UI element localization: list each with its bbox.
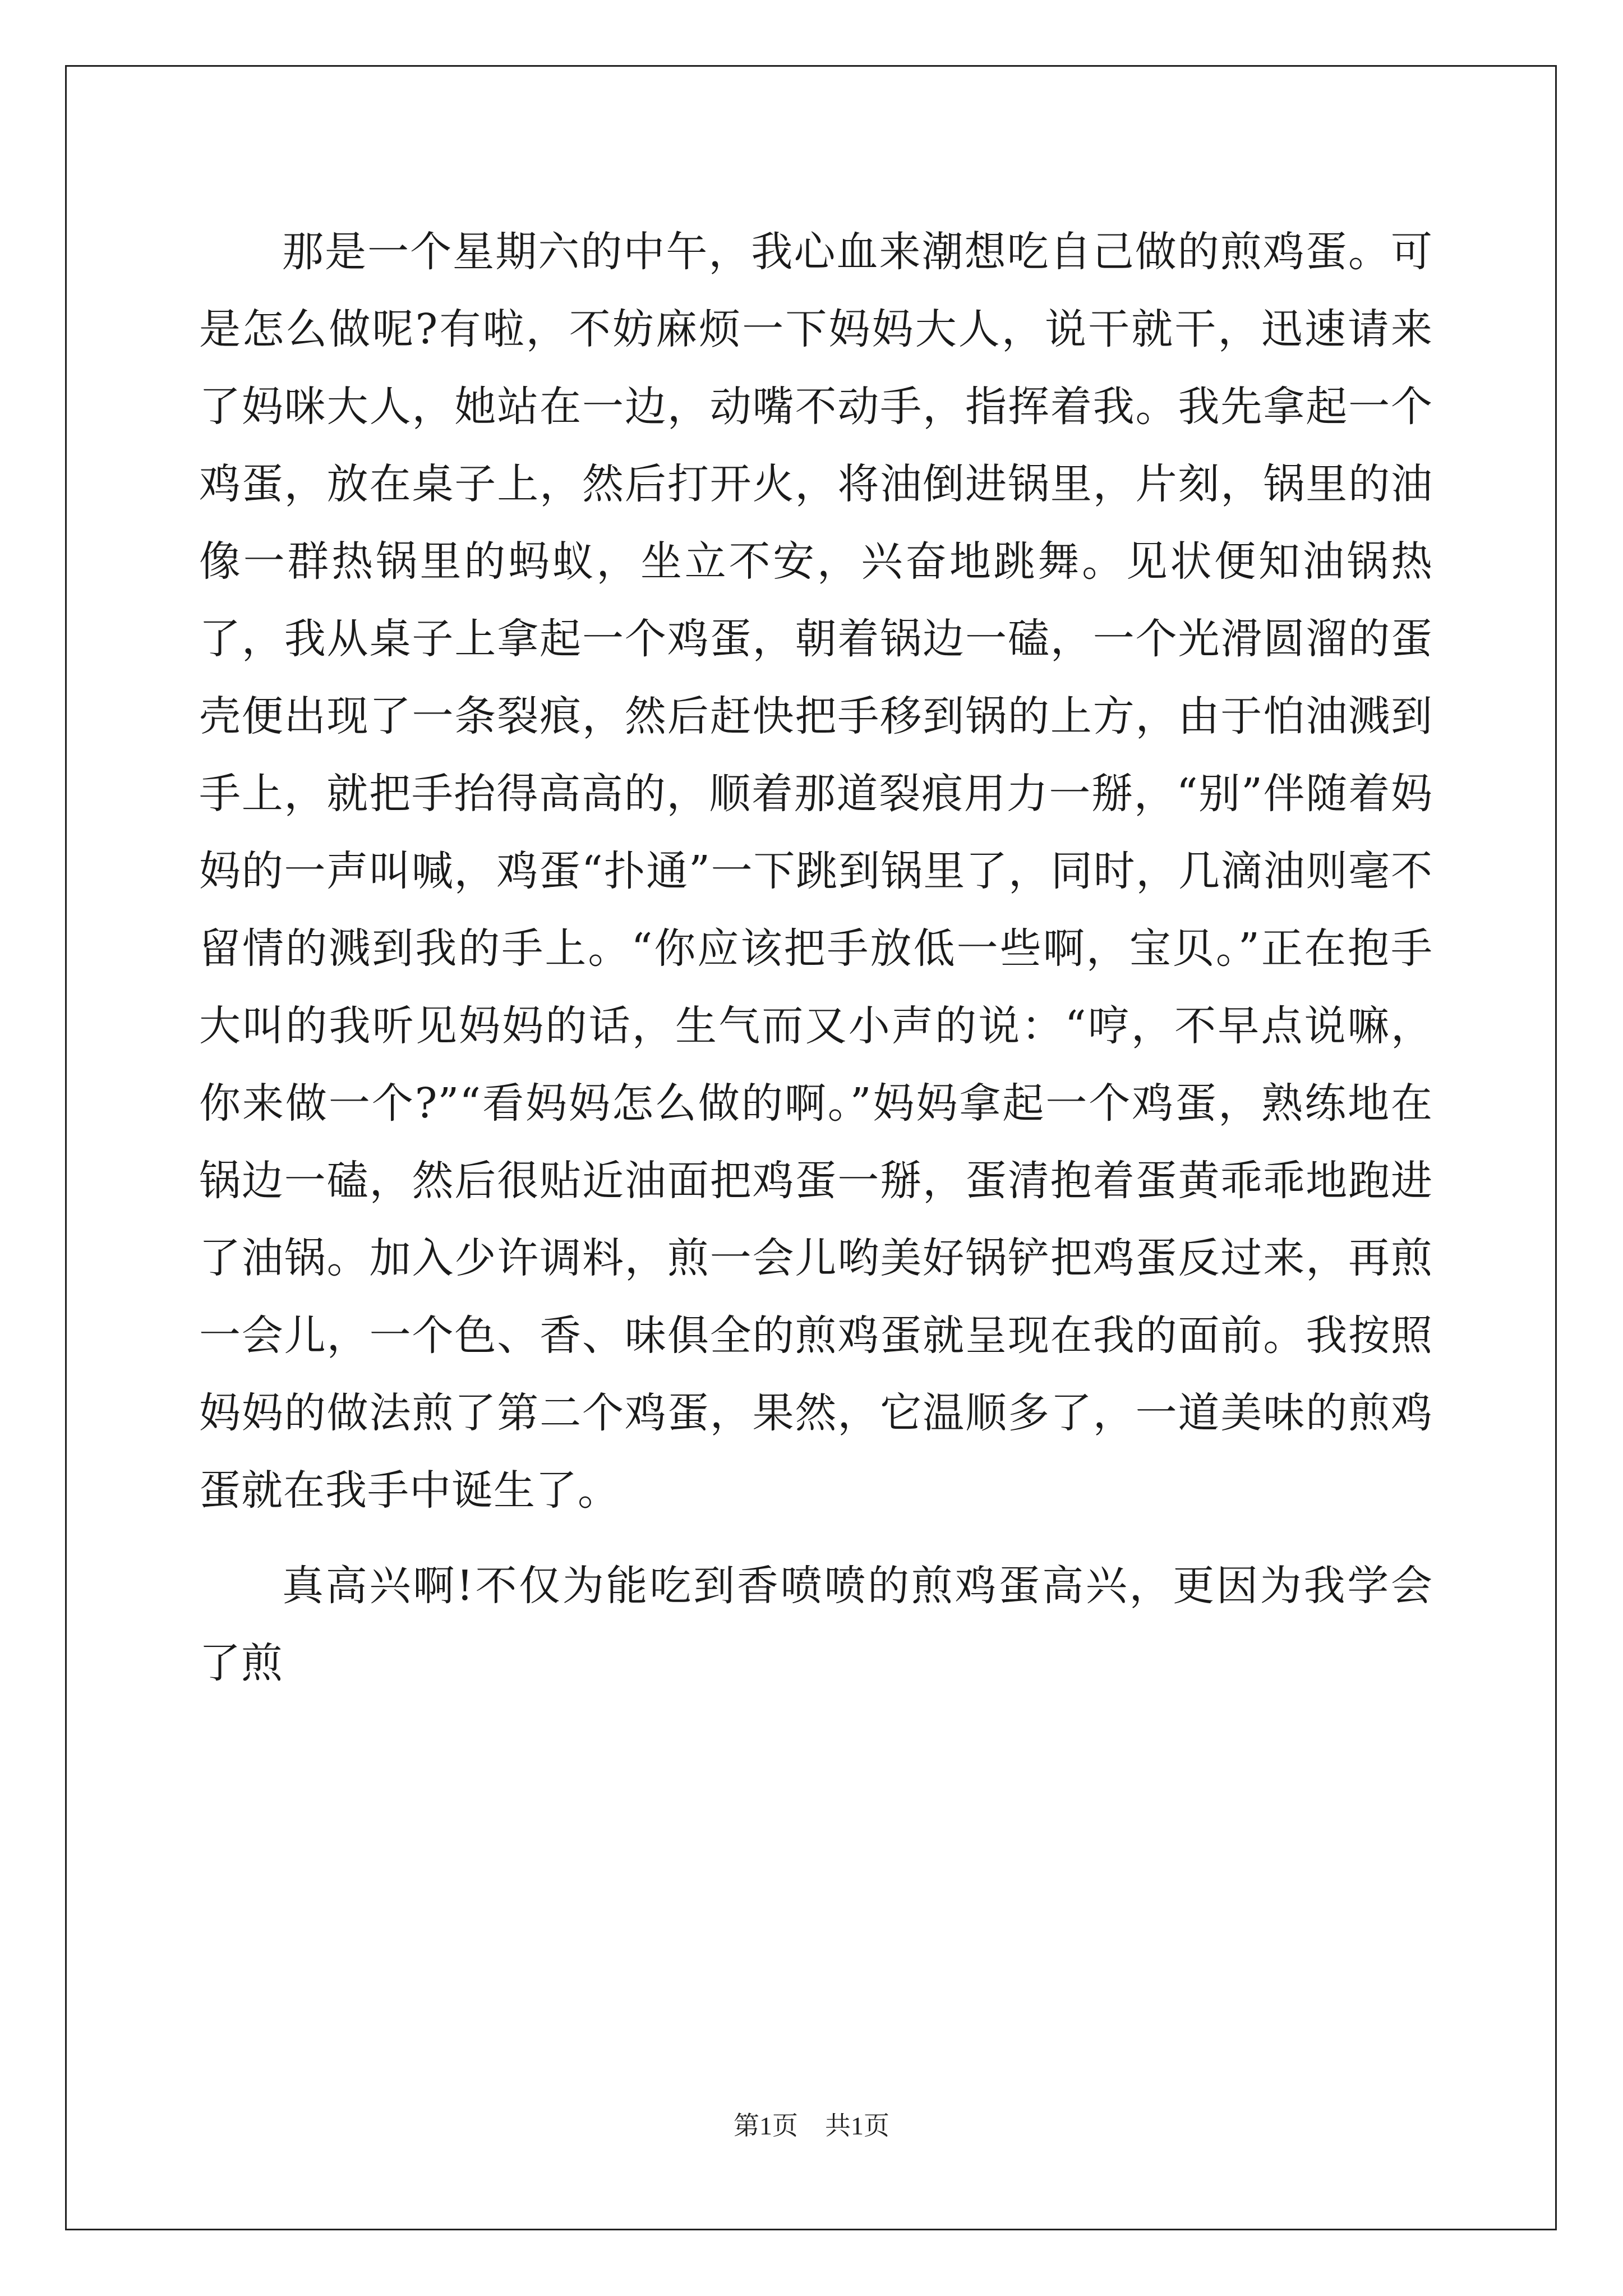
document-body (199, 213, 1433, 1702)
page-number: 第1页 (734, 2111, 798, 2140)
page-footer (0, 2105, 1623, 2142)
page-total: 共1页 (825, 2111, 889, 2140)
paragraph: 那是一个星期六的中午，我心血来潮想吃自己做的煎鸡蛋。可是怎么做呢?有啦，不妨麻烦一下妈妈大人，说干就干，迅速请来了妈咪大人，她站在一边，动嘴不动手，指挥着我。我先拿起一个鸡蛋，放在桌子上，然后打开火，将油倒进锅里，片刻，锅里的油像一群热锅里的蚂蚁，坐立不安，兴奋地跳舞。见状便知油锅热了，我从桌子上拿起一个鸡蛋，朝着锅边一磕，一个光滑圆溜的蛋壳便出现了一条裂痕，然后赶快把手移到锅的上方，由于怕油溅到手上，就把手抬得高高的，顺着那道裂痕用力一掰，“别”伴随着妈妈的一声叫喊，鸡蛋“扑通”一下跳到锅里了，同时，几滴油则毫不留情的溅到我的手上。“你应该把手放低一些啊，宝贝。”正在抱手大叫的我听见妈妈的话，生气而又小声的说：“哼，不早点说嘛，你来做一个?”“看妈妈怎么做的啊。”妈妈拿起一个鸡蛋，熟练地在锅边一磕，然后很贴近油面把鸡蛋一掰，蛋清抱着蛋黄乖乖地跑进了油锅。加入少许调料，煎一会儿哟美好锅铲把鸡蛋反过来，再煎一会儿，一个色、香、味俱全的煎鸡蛋就呈现在我的面前。我按照妈妈的做法煎了第二个鸡蛋，果然，它温顺多了，一道美味的煎鸡蛋就在我手中诞生了。 (199, 228, 1433, 1515)
paragraph: 真高兴啊!不仅为能吃到香喷喷的煎鸡蛋高兴，更因为我学会了煎 (199, 1562, 1433, 1687)
